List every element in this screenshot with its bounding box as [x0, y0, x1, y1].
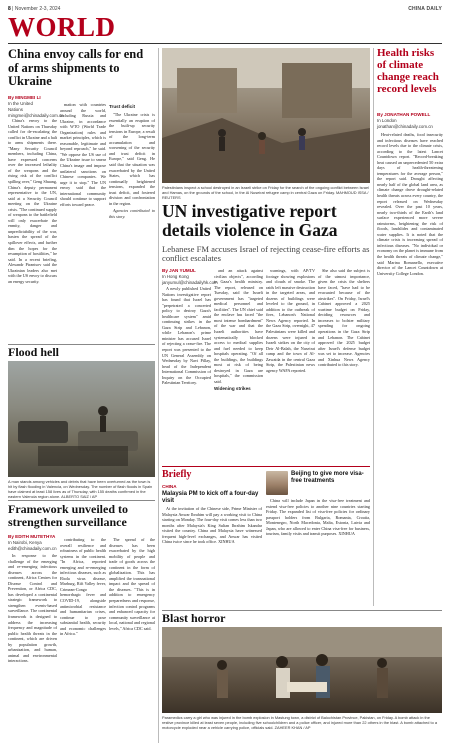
briefly-text: At the invitation of the Chinese side, Prime Minister of Malaysia Anwar Ibrahim will pay a working visit to China starting on Monday. The four-day visit comes less than two months after Malaysia's King Sultan Ibrahim Iskandar visited the country. China and Malaysia have witnessed frequent high-level exchanges, and Anwar has visited China twice since he took office. XINHUA [162, 506, 262, 545]
framework-byline-location: In Nairobi, Kenya [8, 540, 42, 546]
un-text-3: warnings, with AP/TV footage showing explosions and clouds of smoke. The raids left massive destruction in the targeted areas, and dozens of buildings were leveled to the ground, in addition to the outbreak of fires, Lebanon's National News Agency reported. In the Gaza Strip, overnight, 47 Palestinians were killed and dozens were injured in Israeli strikes on the city of Deir Al-Balah, the Nuseirat camp and the town of Al-Zawaida in the central Gaza Strip, the Palestinian news agency WAFA reported. [266, 268, 315, 373]
un-text-1: A newly published United Nations investigative report has found that Israel has "perpetrated a concerted policy to destroy Gaza's healthcare system" amid continuing strikes in the Gaza Strip and Lebanon, while Lebanon's prime minister has accused Israel of rejecting a cease-fire. The report was presented to the UN General Assembly on Wednesday by Navi Pillay, head of the Independent International Commission of Inquiry on the Occupied Palestinian Territory. [162, 286, 211, 386]
arms-text-1: China's envoy to the United Nations on Thursday called for de-escalating the conflict in Ukraine and a halt to arms shipments there. "Many Security Council members, including China, have expressed concerns over the increased lethality of the weapons and the rising risk of the conflict spilling over," Geng Shuang, China's deputy permanent representative to the UN, said at a Security Council meeting on the Ukraine crisis. "The continued supply of weapons to the battlefield will only exacerbate the enmity, danger and unpredictability of the war, hasten the spread of the spillover effects, and further dim the hopes for the resumption of hostilities," he said. In a recent briefing, Alexandr Pirantsov said the Ukrainian leaders also met with the US envoy to discuss an energy security. [8, 118, 57, 284]
arms-byline-name: By MINGMEI LI [8, 95, 41, 100]
arms-column-3 [109, 102, 155, 330]
beijing-body [266, 498, 370, 606]
column-divider-right [373, 48, 374, 606]
arms-byline [8, 95, 64, 119]
health-byline [377, 112, 443, 130]
health-byline-location: In London [377, 118, 397, 124]
un-column-2 [214, 268, 263, 461]
health-body [377, 132, 443, 604]
health-headline: Health risks of climate change reach record levels [377, 47, 439, 95]
header-rule [8, 43, 442, 44]
arms-subhead: Trust deficit [109, 104, 136, 109]
framework-byline-email: edith@chinadaily.com.cn [8, 546, 57, 552]
un-deck: Lebanese FM accuses Israel of rejecting cease-fire efforts as conflict escalates [162, 244, 370, 264]
arms-byline-location: In the United Nations [8, 101, 33, 113]
flood-caption: A man stands among vehicles and debris that have been overturned as the town is hit by flash flooding in Valencia, on Wednesday. The number of flash floods in Spain have claimed at least 158 lives as of Thursday, with 155 deaths confirmed in the eastern Valencia region alone. ALBERTO SAIZ / AP [8, 479, 153, 500]
arms-credit: Agencies contributed to this story. [109, 208, 155, 219]
briefly-label: Briefly [162, 469, 192, 480]
briefly-headline: Malaysia PM to kick off a four-day visit [162, 491, 259, 504]
page-number-date: 8 | November 2-3, 2024 [8, 5, 61, 12]
arms-text-3: "The Ukraine crisis is essentially an eruption of the built-up security tensions in Europe, a result of the long-term accumulation and worsening of the security and trust deficit in Europe," said Geng. He said that the situation was exacerbated by the United States, which has continually heightened tensions, expanded the trust deficit, and fostered division and confrontation in the region. [109, 112, 155, 206]
un-column-1 [162, 286, 211, 461]
beijing-text: China will include Japan in the visa-free treatment and extend visa-free policies to another nine countries starting Friday. The expanded list of visa-free policies for ordinary passport holders from Bulgaria, Romania, Croatia, Montenegro, North Macedonia, Malta, Estonia, Latvia and Japan, who are allowed to enter China visa-free for business, tourism, family visits and transit purposes. XINHUA [266, 498, 370, 537]
gaza-photo-caption: Palestinians inspect a school destroyed in an Israeli strike on Friday for the search of the ongoing conflict between Israel and Hamas, on the grounds of the school, in the Al Nuseirat refugee camp in central Gaza on Friday. MAHMOUD ISSA / REUTERS [162, 185, 369, 201]
briefly-body [162, 506, 262, 606]
framework-column-1 [8, 553, 57, 743]
un-byline-location: In Hong Kong [162, 274, 189, 280]
gaza-photo [162, 48, 370, 183]
flood-photo [8, 361, 155, 477]
un-byline-name: By JAN YUMUL [162, 268, 196, 273]
un-headline: UN investigative report details violence in Gaza [162, 201, 338, 240]
framework-text-3: The spread of the diseases has been exacerbated by the high mobility of people and trade of goods across the continent in the form of globalization. This has amplified the transnational impact and the spread of the diseases. "This is in addition to emergency preparedness and response, infection control programs and enhanced capacity for community surveillance at local, national and regional levels," Africa CDC said. [109, 537, 155, 631]
arms-text-2: mation with countries around the world, including Russia and Ukraine, in accordance with WTO (World Trade Organization) rules and market principles, which is reasonable, legitimate and beyond reproach," he said. "We oppose the US use of the Ukraine issue to smear China's image and impose unilateral sanctions on Chinese companies. We urge it to stop." The UN envoy said that the international community should continue to support efforts toward peace. [60, 102, 106, 207]
gaza-photo-art [162, 48, 370, 183]
issue-date: November 2-3, 2024 [14, 5, 61, 12]
brand-name: CHINA DAILY [408, 5, 442, 12]
page-number: 8 [8, 5, 11, 12]
framework-headline: Framework unveiled to strengthen surveillance [8, 502, 128, 529]
framework-byline [8, 534, 57, 552]
arms-column-1 [8, 118, 57, 330]
briefly-tag: CHINA [162, 484, 177, 489]
arms-headline: China envoy calls for end of arms shipments to Ukraine [8, 47, 144, 88]
health-byline-name: By JONATHAN POWELL [377, 112, 431, 117]
arms-byline-email: mingmei@chinadaily.com.cn [8, 113, 64, 119]
framework-byline-name: By EDITH MUTETHYA [8, 534, 56, 539]
un-byline-email: janyumul@chinadailyhk.com [162, 280, 218, 286]
health-byline-email: jonathan@chinadaily.com.cn [377, 124, 433, 130]
briefly-rule [162, 466, 370, 467]
framework-rule [8, 500, 155, 501]
framework-column-3 [109, 537, 155, 743]
un-column-3 [266, 268, 315, 461]
blast-photo [162, 627, 442, 713]
framework-text-2: contributing to the overall resilience and robustness of public health systems in the continent. "In Africa, reported emerging and re-emerging infectious diseases, such as Ebola virus disease, Marburg, Rift Valley fever, Crimean-Congo hemorrhagic fever and COVID-19, alongside antimicrobial resistance and humanitarian crises, continue to pose substantial health, security and economic challenges in Africa." [60, 537, 106, 637]
framework-column-2 [60, 537, 106, 743]
un-column-4 [318, 268, 370, 461]
column-divider-left [158, 48, 159, 743]
flood-headline: Flood hell [8, 345, 60, 359]
blast-photo-art [162, 627, 442, 713]
flood-photo-art [8, 361, 155, 477]
blast-caption: Paramedics carry a girl who was injured in the bomb explosion in Mastung town, a district of Balochistan Province, Pakistan, on Friday. A bomb attack in the restive province killed at least seven people, including five schoolchildren and a police officer, and injured more than 22 others in the blast. A bomb attached to a motorcycle exploded near a vehicle carrying police, officials said. ZAHEER KHAN / AP [162, 715, 438, 731]
un-text-4: She also said the subject is of the utmost importance, given the crisis the shelters have faced, "have had to be evacuated because of the airstrikes". On Friday, Israel's Cabinet approved a 2025 wartime budget on Friday, deciding resources and increases to bolster military spending for ongoing operations in the Gaza Strip and Lebanon. The Cabinet approved the 2025 budget after Israel's defense budget was set to increase. Agencies and Xinhua News Agency contributed to this story. [318, 268, 370, 368]
section-title: WORLD [8, 12, 116, 42]
beijing-headline: Beijing to give more visa-free treatments [291, 471, 364, 484]
blast-headline: Blast horror [162, 611, 226, 625]
arms-column-2 [60, 102, 106, 330]
un-byline [162, 268, 218, 286]
un-text-2: and an attack against civilian objects", according to Gaza's health ministry. The report, released on Tuesday, said the Israeli government has "targeted medical personnel and facilities". The UN chief said the enclave has faced "the most intense bombardment" of the war and that the Israeli authorities have systematically blocked access to medical supplies and fuel needed to keep hospitals operating. "Of all the buildings, the buildings most at risk of being destroyed in Gaza are hospitals," the commission said. [214, 268, 263, 384]
health-text: Heat-related deaths, food insecurity and infectious diseases have reached record levels due to the climate crisis, according to the latest Lancet Countdown report. "Record-breaking heat caused an unprecedented 50 extra days of health-threatening temperatures for the average person," the report said. Drought affecting nearly half of the global land area, as climate change drove drought-related health threats across every country, the report released on Wednesday revealed. Over the past 10 years, nearly two-thirds of the Earth's land surface experienced more severe rainstorms, heightening the risk of floods, landslides and contaminated water supplies. It is noted that the climate crisis is increasing spread of infectious diseases. "No individual or economy on the planet is immune from the health threats of climate change," said Marina Romanello, executive director of the Lancet Countdown at University College London. [377, 132, 443, 276]
framework-text-1: In response to the challenge of the emerging and re-emerging infectious diseases across the continent, Africa Centres for Disease Control and Prevention, or Africa CDC, has developed a continental strategic framework to strengthen events-based surveillance. The continental framework is designed to address the increasing frequency and magnitude of public health threats in the continent, which are driven by population growth, urbanization, and human, animal and environmental interactions. [8, 553, 57, 664]
beijing-inset-photo [266, 471, 288, 495]
un-subhead: Widening strikes [214, 386, 251, 392]
